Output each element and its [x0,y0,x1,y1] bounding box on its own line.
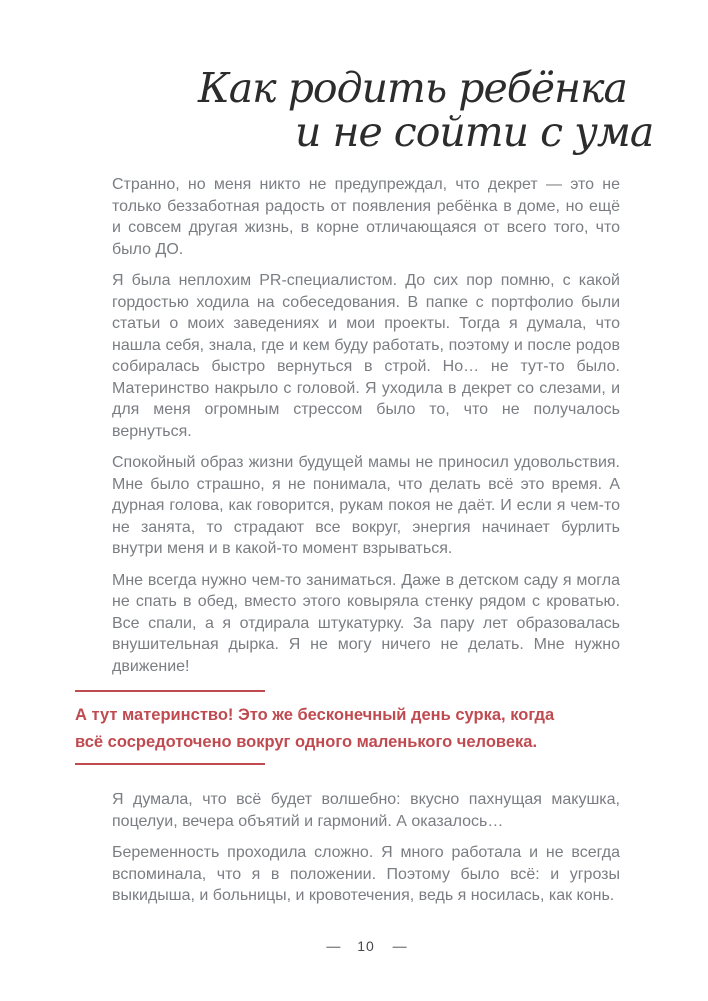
footer-right-dash: — [392,937,406,954]
body-text-column [75,174,620,907]
pull-quote-text: А тут материнство! Это же бесконечный день сурка, когда всё сосредоточено вокруг одного маленького человека. [75,706,555,752]
page-footer [112,938,620,954]
pull-quote-top-rule [75,690,265,692]
footer-left-dash: — [326,937,340,954]
paragraph: Я думала, что всё будет волшебно: вкусно пахнущая макушка, поцелуи, вечера объятий и гармоний. А оказалось… [112,791,620,830]
paragraph: Я была неплохим PR-специалистом. До сих пор помню, с какой гордостью ходила на собеседования. В папке с портфолио были статьи о моих заведениях и мои проекты. Тогда я думала, что нашла себя, знала, где и кем буду работать, поэтому и после родов собиралась быстро вернуться в строй. Но… не тут-то было. Материнство накрыло с головой. Я уходила в декрет со слезами, и для меня огромным стрессом было то, что не получалось вернуться. [112,272,620,440]
chapter-title-line-2: и не сойти с ума [295,108,654,157]
chapter-title-line-1: Как родить ребёнка [198,64,627,112]
paragraph: Странно, но меня никто не предупреждал, что декрет — это не только беззаботная радость от появления ребёнка в доме, но ещё и совсем другая жизнь, в корне отличающаяся от всего того, что было ДО. [112,176,620,258]
paragraph: Спокойный образ жизни будущей мамы не приносил удовольствия. Мне было страшно, я не понимала, что делать всё это время. А дурная голова, как говорится, рукам покоя не даёт. И если я чем-то не занята, то страдают все вокруг, энергия начинает бурлить внутри меня и в какой-то момент взрываться. [112,454,620,558]
pull-quote [75,690,575,765]
pull-quote-bottom-rule [75,763,265,765]
paragraph: Мне всегда нужно чем-то заниматься. Даже в детском саду я могла не спать в обед, вместо этого ковыряла стенку рядом с кроватью. Все спали, а я отдирала штукатурку. За пару лет образовалась внушительная дырка. Я не могу ничего не делать. Мне нужно движение! [112,571,620,675]
page-number: 10 [357,937,375,954]
paragraph: Беременность проходила сложно. Я много работала и не всегда вспоминала, что я в положении. Поэтому было всё: и угрозы выкидыша, и больницы, и кровотечения, ведь я носилась, как конь. [112,844,620,905]
chapter-title [0,0,708,157]
